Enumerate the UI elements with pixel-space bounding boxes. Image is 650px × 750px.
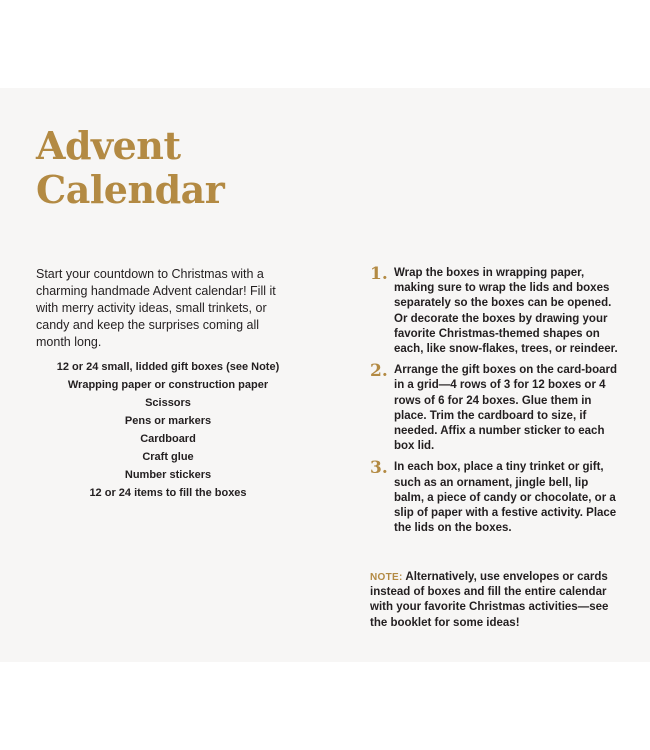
steps-list	[370, 266, 620, 542]
step-text: Arrange the gift boxes on the card-board in a grid—4 rows of 3 for 12 boxes or 4 rows of 6 for 24 boxes. Glue them in place. Trim the cardboard to size, if needed. Affix a number sticker to each box lid.	[394, 364, 617, 453]
note-paragraph	[370, 570, 620, 631]
materials-item: Cardboard	[140, 433, 196, 445]
step-item	[370, 266, 620, 357]
title-line-2: Calendar	[36, 167, 225, 212]
document-page	[0, 88, 650, 662]
materials-item: Number stickers	[124, 469, 212, 481]
step-number: 2.	[370, 361, 388, 382]
step-text: In each box, place a tiny trinket or gift, such as an ornament, jingle bell, lip balm, a piece of candy or chocolate, or a slip of paper with a festive activity. Place the lids on the boxes.	[394, 461, 617, 535]
materials-item: 12 or 24 small, lidded gift boxes (see Note)	[56, 361, 280, 373]
intro-paragraph: Start your countdown to Christmas with a charming handmade Advent calendar! Fill it with merry activity ideas, small trinkets, or candy and keep the surprises coming all month long.	[36, 267, 276, 349]
title-line-1: Advent	[36, 123, 181, 168]
materials-list	[36, 358, 300, 502]
materials-item: 12 or 24 items to fill the boxes	[89, 487, 247, 499]
step-number: 1.	[370, 264, 388, 284]
step-item	[370, 460, 620, 536]
step-number: 3.	[370, 458, 388, 479]
materials-item: Scissors	[145, 397, 191, 409]
materials-item: Craft glue	[142, 451, 194, 463]
materials-item: Pens or markers	[124, 415, 212, 427]
note-label: NOTE:	[370, 572, 403, 583]
page-title	[36, 124, 224, 212]
note-text: Alternatively, use envelopes or cards instead of boxes and fill the entire calendar with your favorite Christmas activities—see the booklet for some ideas!	[370, 571, 609, 629]
step-item	[370, 363, 620, 454]
materials-item: Wrapping paper or construction paper	[67, 379, 269, 391]
step-text: Wrap the boxes in wrapping paper, making sure to wrap the lids and boxes separately so the boxes can be opened. Or decorate the boxes by drawing your favorite Christmas-themed shapes on each, like snow-flakes, trees, or reindeer.	[394, 267, 618, 356]
